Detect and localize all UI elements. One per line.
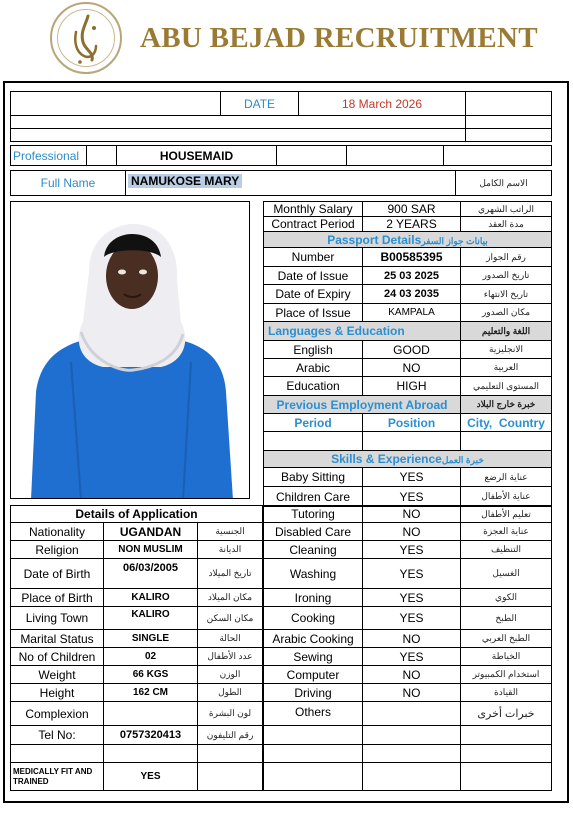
- employment-col-period: Period: [264, 414, 363, 432]
- passport-issue-label-ar: تاريخ الصدور: [461, 267, 552, 285]
- skill-children-care-label-ar: عناية الأطفال: [461, 487, 552, 507]
- skill-disabled-care-value: NO: [363, 523, 461, 541]
- app-children-label: No of Children: [11, 648, 104, 666]
- name-table: [10, 170, 552, 196]
- skill-ironing-label-ar: الكوي: [461, 589, 552, 607]
- skill-others-label: Others: [264, 702, 363, 726]
- skill-children-care-value: YES: [363, 487, 461, 507]
- profession-value: HOUSEMAID: [117, 146, 277, 166]
- app-dob-label: Date of Birth: [11, 559, 104, 589]
- app-town-label: Living Town: [11, 607, 104, 630]
- lang-english-value: GOOD: [363, 341, 461, 359]
- passport-issue-value: 25 03 2025: [363, 267, 461, 285]
- full-name-label: Full Name: [11, 171, 126, 196]
- contract-label: Contract Period: [264, 217, 363, 232]
- skill-children-care-label: Children Care: [264, 487, 363, 507]
- company-name: ABU BEJAD RECRUITMENT: [140, 22, 538, 54]
- skill-driving-label: Driving: [264, 684, 363, 702]
- passport-place-value: KAMPALA: [363, 304, 461, 322]
- skill-tutoring-label: Tutoring: [264, 506, 363, 523]
- salary-label-ar: الراتب الشهري: [461, 202, 552, 217]
- skill-cleaning-label: Cleaning: [264, 541, 363, 559]
- skill-ironing-label: Ironing: [264, 589, 363, 607]
- page-header: [0, 0, 573, 78]
- skill-others-label-ar: خبرات أخرى: [461, 702, 552, 726]
- app-height-label-ar: الطول: [198, 684, 263, 702]
- lang-arabic-label-ar: العربية: [461, 359, 552, 377]
- skill-disabled-care-label-ar: عناية العجزة: [461, 523, 552, 541]
- lang-english-label-ar: الانجليزية: [461, 341, 552, 359]
- app-height-value: 162 CM: [104, 684, 198, 702]
- app-religion-value: NON MUSLIM: [104, 541, 198, 559]
- app-pob-value: KALIRO: [104, 589, 198, 607]
- skills-header-ar: خبرة العمل: [441, 455, 484, 465]
- details-right-table: [263, 201, 552, 507]
- skill-computer-label: Computer: [264, 666, 363, 684]
- medical-value: YES: [104, 763, 198, 791]
- app-religion-label-ar: الديانة: [198, 541, 263, 559]
- app-complexion-label-ar: لون البشرة: [198, 702, 263, 726]
- skill-sewing-value: YES: [363, 648, 461, 666]
- skill-tutoring-label-ar: تعليم الأطفال: [461, 506, 552, 523]
- employment-col-country: Country: [498, 415, 545, 430]
- employment-col-city: City,: [467, 415, 493, 430]
- app-tel-label: Tel No:: [11, 726, 104, 745]
- contract-value: 2 YEARS: [363, 217, 461, 232]
- skill-cooking-value: YES: [363, 607, 461, 630]
- passport-place-label-ar: مكان الصدور: [461, 304, 552, 322]
- education-value: HIGH: [363, 377, 461, 396]
- profession-label: Professional: [11, 146, 87, 166]
- app-town-label-ar: مكان السكن: [198, 607, 263, 630]
- education-label-ar: المستوى التعليمي: [461, 377, 552, 396]
- skill-sewing-label-ar: الخياطة: [461, 648, 552, 666]
- lang-english-label: English: [264, 341, 363, 359]
- languages-header: Languages & Education: [264, 322, 461, 341]
- skill-arabic-cooking-label: Arabic Cooking: [264, 630, 363, 648]
- app-tel-value: 0757320413: [104, 726, 198, 745]
- salary-value: 900 SAR: [363, 202, 461, 217]
- passport-expiry-label-ar: تاريخ الانتهاء: [461, 285, 552, 304]
- app-tel-label-ar: رقم التليفون: [198, 726, 263, 745]
- skill-washing-value: YES: [363, 559, 461, 589]
- skill-arabic-cooking-value: NO: [363, 630, 461, 648]
- app-children-label-ar: عدد الأطفال: [198, 648, 263, 666]
- app-pob-label: Place of Birth: [11, 589, 104, 607]
- skill-cooking-label: Cooking: [264, 607, 363, 630]
- app-marital-value: SINGLE: [104, 630, 198, 648]
- full-name-value: NAMUKOSE MARY: [128, 174, 242, 188]
- skill-others-value: [363, 702, 461, 726]
- passport-expiry-value: 24 03 2035: [363, 285, 461, 304]
- skill-sewing-label: Sewing: [264, 648, 363, 666]
- contract-label-ar: مدة العقد: [461, 217, 552, 232]
- skill-washing-label-ar: الغسيل: [461, 559, 552, 589]
- passport-section-header: [264, 232, 552, 248]
- application-table: [10, 505, 263, 791]
- passport-header: Passport Details: [327, 232, 422, 247]
- app-weight-label: Weight: [11, 666, 104, 684]
- skill-driving-value: NO: [363, 684, 461, 702]
- skill-computer-label-ar: استخدام الكمبيوتر: [461, 666, 552, 684]
- full-name-label-ar: الاسم الكامل: [456, 171, 552, 196]
- app-nationality-value: UGANDAN: [104, 523, 198, 541]
- date-table: [10, 91, 552, 142]
- app-dob-label-ar: تاريخ الميلاد: [198, 559, 263, 589]
- education-label: Education: [264, 377, 363, 396]
- skill-cleaning-value: YES: [363, 541, 461, 559]
- passport-header-ar: بيانات جواز السفر: [421, 235, 488, 246]
- skill-disabled-care-label: Disabled Care: [264, 523, 363, 541]
- skills-table: [263, 505, 552, 791]
- application-header: Details of Application: [11, 506, 263, 523]
- app-complexion-value: [104, 702, 198, 726]
- app-marital-label-ar: الحالة: [198, 630, 263, 648]
- languages-header-ar: اللغة والتعليم: [461, 322, 552, 341]
- skill-baby-sitting-label: Baby Sitting: [264, 468, 363, 487]
- app-marital-label: Marital Status: [11, 630, 104, 648]
- app-religion-label: Religion: [11, 541, 104, 559]
- employment-header-ar: خبرة خارج البلاد: [461, 396, 552, 414]
- passport-expiry-label: Date of Expiry: [264, 285, 363, 304]
- skill-driving-label-ar: القيادة: [461, 684, 552, 702]
- skill-baby-sitting-label-ar: عناية الرضع: [461, 468, 552, 487]
- passport-place-label: Place of Issue: [264, 304, 363, 322]
- passport-number-value: B00585395: [363, 248, 461, 267]
- app-height-label: Height: [11, 684, 104, 702]
- app-town-value: KALIRO: [104, 607, 198, 630]
- lang-arabic-label: Arabic: [264, 359, 363, 377]
- salary-label: Monthly Salary: [264, 202, 363, 217]
- skill-cleaning-label-ar: التنظيف: [461, 541, 552, 559]
- skill-computer-value: NO: [363, 666, 461, 684]
- skill-tutoring-value: NO: [363, 506, 461, 523]
- skill-washing-label: Washing: [264, 559, 363, 589]
- calligraphy-logo-icon: [50, 2, 122, 74]
- app-weight-label-ar: الوزن: [198, 666, 263, 684]
- app-nationality-label-ar: الجنسية: [198, 523, 263, 541]
- passport-number-label: Number: [264, 248, 363, 267]
- skill-ironing-value: YES: [363, 589, 461, 607]
- employment-col-position: Position: [363, 414, 461, 432]
- app-children-value: 02: [104, 648, 198, 666]
- app-pob-label-ar: مكان الميلاد: [198, 589, 263, 607]
- skill-baby-sitting-value: YES: [363, 468, 461, 487]
- skill-arabic-cooking-label-ar: الطبخ العربي: [461, 630, 552, 648]
- applicant-photo: [10, 201, 250, 499]
- date-value: 18 March 2026: [299, 92, 466, 116]
- medical-label: MEDICALLY FIT AND TRAINED: [11, 763, 104, 791]
- passport-issue-label: Date of Issue: [264, 267, 363, 285]
- employment-header: Previous Employment Abroad: [264, 396, 461, 414]
- profession-table: [10, 145, 552, 166]
- app-nationality-label: Nationality: [11, 523, 104, 541]
- date-label: DATE: [221, 92, 299, 116]
- passport-number-label-ar: رقم الجواز: [461, 248, 552, 267]
- skill-cooking-label-ar: الطبخ: [461, 607, 552, 630]
- skills-header: Skills & Experience: [331, 452, 442, 466]
- app-weight-value: 66 KGS: [104, 666, 198, 684]
- app-dob-value: 06/03/2005: [104, 559, 198, 589]
- app-complexion-label: Complexion: [11, 702, 104, 726]
- lang-arabic-value: NO: [363, 359, 461, 377]
- skills-section-header: [264, 451, 552, 468]
